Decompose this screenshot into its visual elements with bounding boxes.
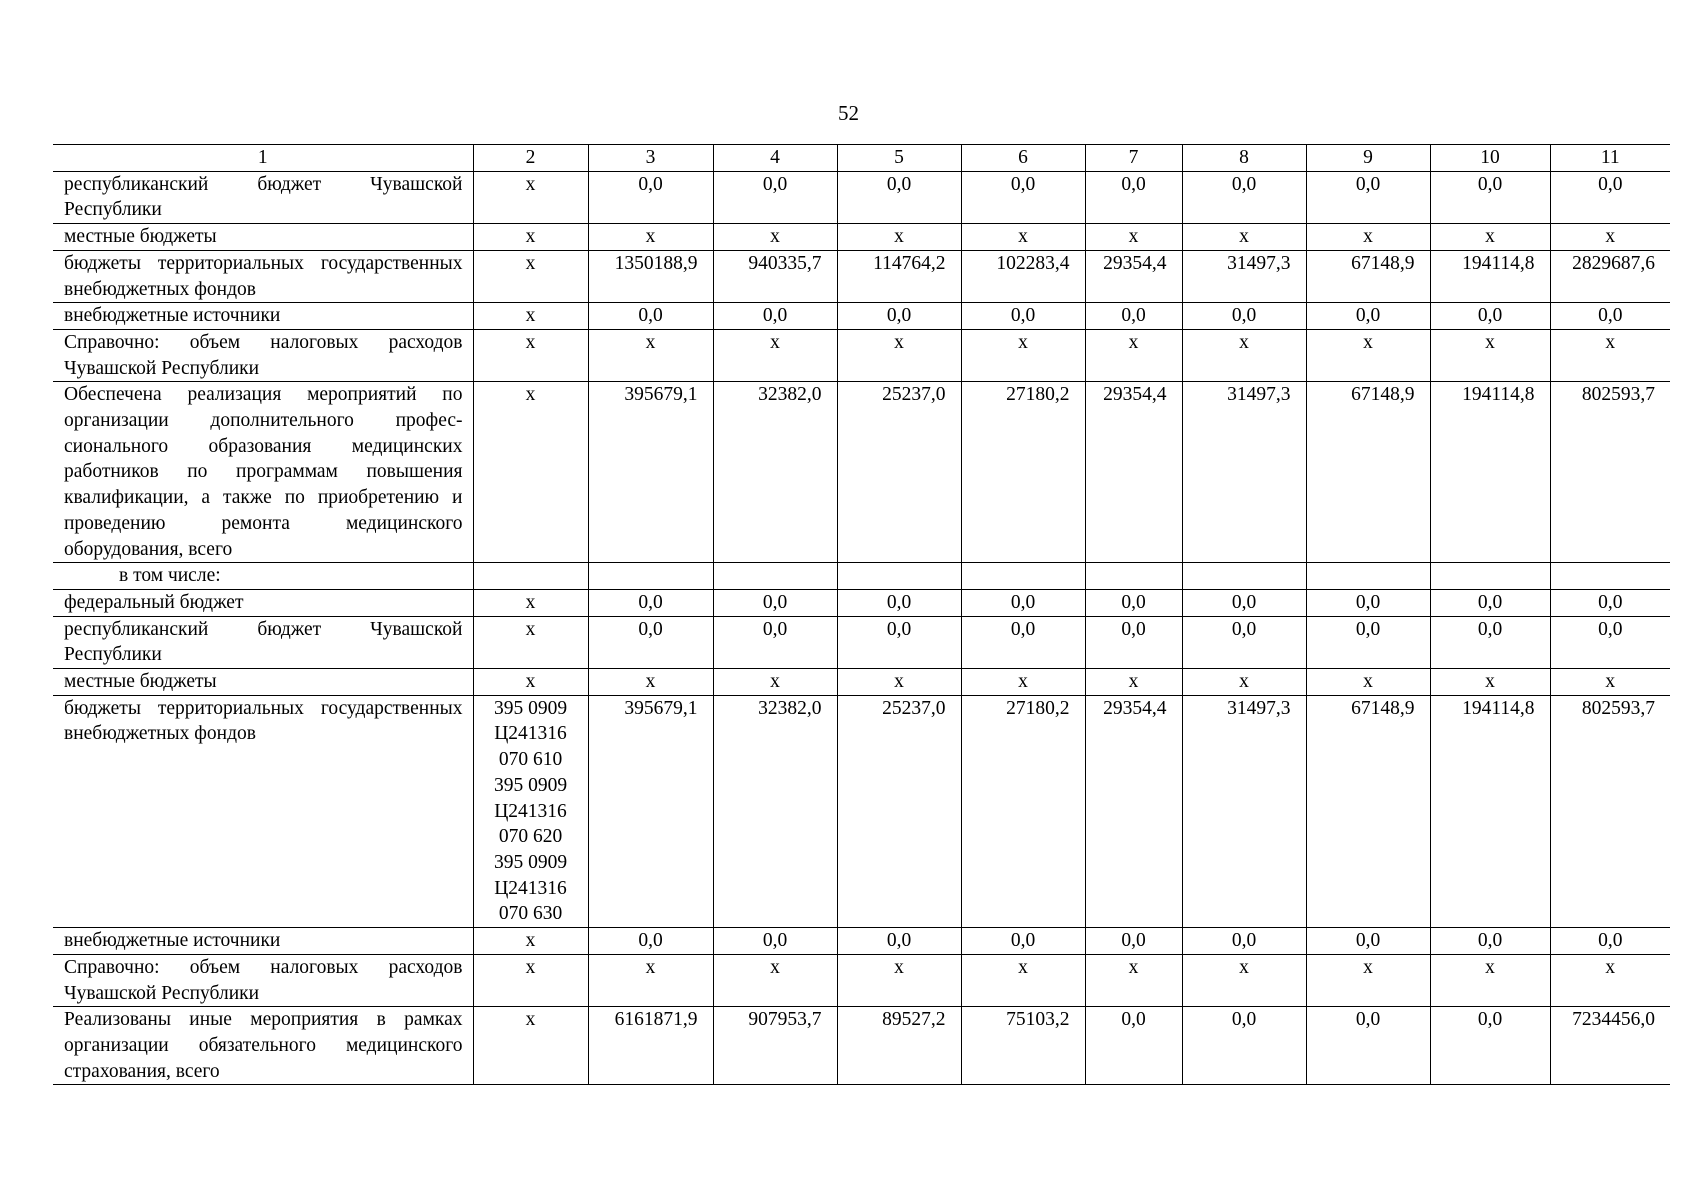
column-header: 6 bbox=[961, 145, 1085, 172]
row-label: республиканский бюджет Чувашской Республики bbox=[53, 616, 473, 668]
value-cell: х bbox=[588, 669, 713, 696]
row-label: федеральный бюджет bbox=[53, 589, 473, 616]
value-cell: 25237,0 bbox=[837, 695, 961, 927]
value-cell: х bbox=[1306, 224, 1430, 251]
value-cell: х bbox=[1430, 669, 1550, 696]
value-cell: 0,0 bbox=[1430, 616, 1550, 668]
value-cell: 395679,1 bbox=[588, 695, 713, 927]
value-cell: 29354,4 bbox=[1085, 382, 1182, 563]
row-label: внебюджетные источники bbox=[53, 928, 473, 955]
value-cell bbox=[1550, 563, 1670, 590]
table-row bbox=[53, 224, 1670, 251]
budget-code-cell: х bbox=[473, 329, 588, 381]
value-cell: 25237,0 bbox=[837, 382, 961, 563]
value-cell: 32382,0 bbox=[713, 695, 837, 927]
row-label: Обеспечена реализация мероприятий по организации дополнительного профессионального образования медицинских работников по программам повышения квалификации, а также по приобретению и проведению ремонта медицинского оборудования, всего bbox=[53, 382, 473, 563]
row-label: местные бюджеты bbox=[53, 224, 473, 251]
row-label: внебюджетные источники bbox=[53, 303, 473, 330]
value-cell: 0,0 bbox=[588, 928, 713, 955]
value-cell bbox=[1182, 563, 1306, 590]
value-cell: х bbox=[1182, 224, 1306, 251]
column-header: 7 bbox=[1085, 145, 1182, 172]
column-header: 5 bbox=[837, 145, 961, 172]
value-cell: 0,0 bbox=[1430, 303, 1550, 330]
column-header: 8 bbox=[1182, 145, 1306, 172]
value-cell: 0,0 bbox=[588, 171, 713, 223]
value-cell bbox=[1430, 563, 1550, 590]
value-cell bbox=[837, 563, 961, 590]
value-cell: х bbox=[837, 224, 961, 251]
value-cell: х bbox=[1430, 224, 1550, 251]
value-cell: х bbox=[588, 329, 713, 381]
value-cell: х bbox=[1306, 669, 1430, 696]
value-cell: 0,0 bbox=[961, 928, 1085, 955]
budget-code-cell: х bbox=[473, 382, 588, 563]
value-cell: 907953,7 bbox=[713, 1007, 837, 1085]
row-label: бюджеты территориальных государственных внебюджетных фондов bbox=[53, 695, 473, 927]
column-header: 3 bbox=[588, 145, 713, 172]
value-cell: 0,0 bbox=[1085, 928, 1182, 955]
value-cell bbox=[1306, 563, 1430, 590]
row-label: местные бюджеты bbox=[53, 669, 473, 696]
value-cell: 0,0 bbox=[1430, 589, 1550, 616]
value-cell: 0,0 bbox=[1550, 928, 1670, 955]
value-cell: 0,0 bbox=[1306, 928, 1430, 955]
value-cell: 89527,2 bbox=[837, 1007, 961, 1085]
value-cell: 31497,3 bbox=[1182, 695, 1306, 927]
value-cell: х bbox=[961, 329, 1085, 381]
value-cell: х bbox=[713, 669, 837, 696]
value-cell: 7234456,0 bbox=[1550, 1007, 1670, 1085]
budget-code-cell: х bbox=[473, 303, 588, 330]
budget-code-cell: х bbox=[473, 669, 588, 696]
value-cell: 67148,9 bbox=[1306, 250, 1430, 302]
row-label: бюджеты территориальных государственных внебюджетных фондов bbox=[53, 250, 473, 302]
value-cell: 0,0 bbox=[961, 589, 1085, 616]
table-row bbox=[53, 695, 1670, 927]
value-cell: 29354,4 bbox=[1085, 250, 1182, 302]
value-cell: 0,0 bbox=[1085, 303, 1182, 330]
row-label: в том числе: bbox=[53, 563, 473, 590]
budget-code-cell: х bbox=[473, 616, 588, 668]
value-cell: х bbox=[1306, 954, 1430, 1006]
value-cell bbox=[588, 563, 713, 590]
value-cell: 0,0 bbox=[1306, 616, 1430, 668]
table-row bbox=[53, 382, 1670, 563]
table-row bbox=[53, 589, 1670, 616]
value-cell: 0,0 bbox=[1430, 171, 1550, 223]
value-cell: 29354,4 bbox=[1085, 695, 1182, 927]
table-row bbox=[53, 1007, 1670, 1085]
value-cell: х bbox=[1550, 224, 1670, 251]
value-cell: 0,0 bbox=[1182, 171, 1306, 223]
value-cell: 0,0 bbox=[713, 616, 837, 668]
value-cell: х bbox=[713, 224, 837, 251]
budget-code-cell: х bbox=[473, 928, 588, 955]
value-cell: 75103,2 bbox=[961, 1007, 1085, 1085]
value-cell: 0,0 bbox=[961, 303, 1085, 330]
value-cell: 0,0 bbox=[1182, 589, 1306, 616]
value-cell: х bbox=[1182, 669, 1306, 696]
value-cell: 802593,7 bbox=[1550, 695, 1670, 927]
row-label: Справочно: объем налоговых расходов Чувашской Республики bbox=[53, 954, 473, 1006]
value-cell: 0,0 bbox=[713, 171, 837, 223]
budget-code-cell bbox=[473, 563, 588, 590]
value-cell: 0,0 bbox=[588, 303, 713, 330]
value-cell: х bbox=[713, 954, 837, 1006]
value-cell: 0,0 bbox=[1306, 589, 1430, 616]
column-header: 9 bbox=[1306, 145, 1430, 172]
value-cell: 0,0 bbox=[837, 171, 961, 223]
row-label: республиканский бюджет Чувашской Республики bbox=[53, 171, 473, 223]
column-header: 10 bbox=[1430, 145, 1550, 172]
value-cell: х bbox=[1085, 224, 1182, 251]
value-cell: 2829687,6 bbox=[1550, 250, 1670, 302]
value-cell: 102283,4 bbox=[961, 250, 1085, 302]
value-cell: 194114,8 bbox=[1430, 382, 1550, 563]
value-cell: х bbox=[1182, 954, 1306, 1006]
budget-table bbox=[53, 144, 1670, 1085]
value-cell: 0,0 bbox=[713, 303, 837, 330]
value-cell: 0,0 bbox=[713, 589, 837, 616]
table-row bbox=[53, 563, 1670, 590]
table-row bbox=[53, 250, 1670, 302]
value-cell: 0,0 bbox=[961, 171, 1085, 223]
value-cell: 194114,8 bbox=[1430, 250, 1550, 302]
table-row bbox=[53, 928, 1670, 955]
value-cell: 0,0 bbox=[1550, 589, 1670, 616]
value-cell bbox=[1085, 563, 1182, 590]
budget-code-cell: 395 0909 Ц241316 070 610 395 0909 Ц241316 070 620 395 0909 Ц241316 070 630 bbox=[473, 695, 588, 927]
value-cell: 0,0 bbox=[1306, 1007, 1430, 1085]
value-cell: 31497,3 bbox=[1182, 382, 1306, 563]
budget-code-cell: х bbox=[473, 171, 588, 223]
value-cell: 0,0 bbox=[1085, 616, 1182, 668]
value-cell bbox=[713, 563, 837, 590]
value-cell: 0,0 bbox=[1550, 171, 1670, 223]
value-cell: 67148,9 bbox=[1306, 382, 1430, 563]
value-cell: х bbox=[588, 954, 713, 1006]
value-cell: 0,0 bbox=[1550, 616, 1670, 668]
value-cell: х bbox=[588, 224, 713, 251]
value-cell: х bbox=[961, 954, 1085, 1006]
budget-code-cell: х bbox=[473, 954, 588, 1006]
value-cell: 940335,7 bbox=[713, 250, 837, 302]
value-cell: 395679,1 bbox=[588, 382, 713, 563]
value-cell: 6161871,9 bbox=[588, 1007, 713, 1085]
table-row bbox=[53, 329, 1670, 381]
value-cell: 31497,3 bbox=[1182, 250, 1306, 302]
budget-code-cell: х bbox=[473, 589, 588, 616]
value-cell: 0,0 bbox=[961, 616, 1085, 668]
page-number: 52 bbox=[838, 101, 859, 125]
budget-code-cell: х bbox=[473, 224, 588, 251]
value-cell: х bbox=[1550, 669, 1670, 696]
value-cell: х bbox=[837, 954, 961, 1006]
value-cell: 27180,2 bbox=[961, 382, 1085, 563]
value-cell: х bbox=[1430, 329, 1550, 381]
value-cell: 802593,7 bbox=[1550, 382, 1670, 563]
value-cell: 194114,8 bbox=[1430, 695, 1550, 927]
value-cell: 0,0 bbox=[1430, 1007, 1550, 1085]
value-cell: 0,0 bbox=[588, 616, 713, 668]
value-cell: х bbox=[713, 329, 837, 381]
value-cell: 0,0 bbox=[1182, 928, 1306, 955]
value-cell: х bbox=[961, 224, 1085, 251]
value-cell: 32382,0 bbox=[713, 382, 837, 563]
value-cell: 27180,2 bbox=[961, 695, 1085, 927]
value-cell: 0,0 bbox=[588, 589, 713, 616]
row-label: Реализованы иные мероприятия в рамках организации обязательного медицинского страхования, всего bbox=[53, 1007, 473, 1085]
column-header: 2 bbox=[473, 145, 588, 172]
value-cell: 0,0 bbox=[1085, 589, 1182, 616]
value-cell bbox=[961, 563, 1085, 590]
value-cell: 0,0 bbox=[837, 589, 961, 616]
value-cell: 0,0 bbox=[1306, 171, 1430, 223]
table-row bbox=[53, 616, 1670, 668]
column-header: 1 bbox=[53, 145, 473, 172]
value-cell: 67148,9 bbox=[1306, 695, 1430, 927]
value-cell: 0,0 bbox=[1182, 1007, 1306, 1085]
table-row bbox=[53, 669, 1670, 696]
value-cell: х bbox=[1430, 954, 1550, 1006]
value-cell: х bbox=[1550, 329, 1670, 381]
value-cell: х bbox=[837, 669, 961, 696]
value-cell: 0,0 bbox=[1085, 1007, 1182, 1085]
table-header-row bbox=[53, 145, 1670, 172]
value-cell: 0,0 bbox=[1182, 616, 1306, 668]
value-cell: х bbox=[1085, 669, 1182, 696]
value-cell: х bbox=[1306, 329, 1430, 381]
value-cell: 0,0 bbox=[1550, 303, 1670, 330]
value-cell: 0,0 bbox=[837, 303, 961, 330]
value-cell: 0,0 bbox=[837, 616, 961, 668]
table-row bbox=[53, 171, 1670, 223]
value-cell: 0,0 bbox=[1306, 303, 1430, 330]
value-cell: 0,0 bbox=[1430, 928, 1550, 955]
value-cell: 0,0 bbox=[713, 928, 837, 955]
table-row bbox=[53, 303, 1670, 330]
row-label: Справочно: объем налоговых расходов Чувашской Республики bbox=[53, 329, 473, 381]
table-row bbox=[53, 954, 1670, 1006]
value-cell: х bbox=[961, 669, 1085, 696]
budget-code-cell: х bbox=[473, 1007, 588, 1085]
value-cell: 114764,2 bbox=[837, 250, 961, 302]
value-cell: 1350188,9 bbox=[588, 250, 713, 302]
value-cell: 0,0 bbox=[837, 928, 961, 955]
value-cell: 0,0 bbox=[1085, 171, 1182, 223]
column-header: 4 bbox=[713, 145, 837, 172]
value-cell: х bbox=[837, 329, 961, 381]
column-header: 11 bbox=[1550, 145, 1670, 172]
value-cell: х bbox=[1550, 954, 1670, 1006]
value-cell: х bbox=[1085, 329, 1182, 381]
value-cell: 0,0 bbox=[1182, 303, 1306, 330]
value-cell: х bbox=[1182, 329, 1306, 381]
budget-code-cell: х bbox=[473, 250, 588, 302]
value-cell: х bbox=[1085, 954, 1182, 1006]
